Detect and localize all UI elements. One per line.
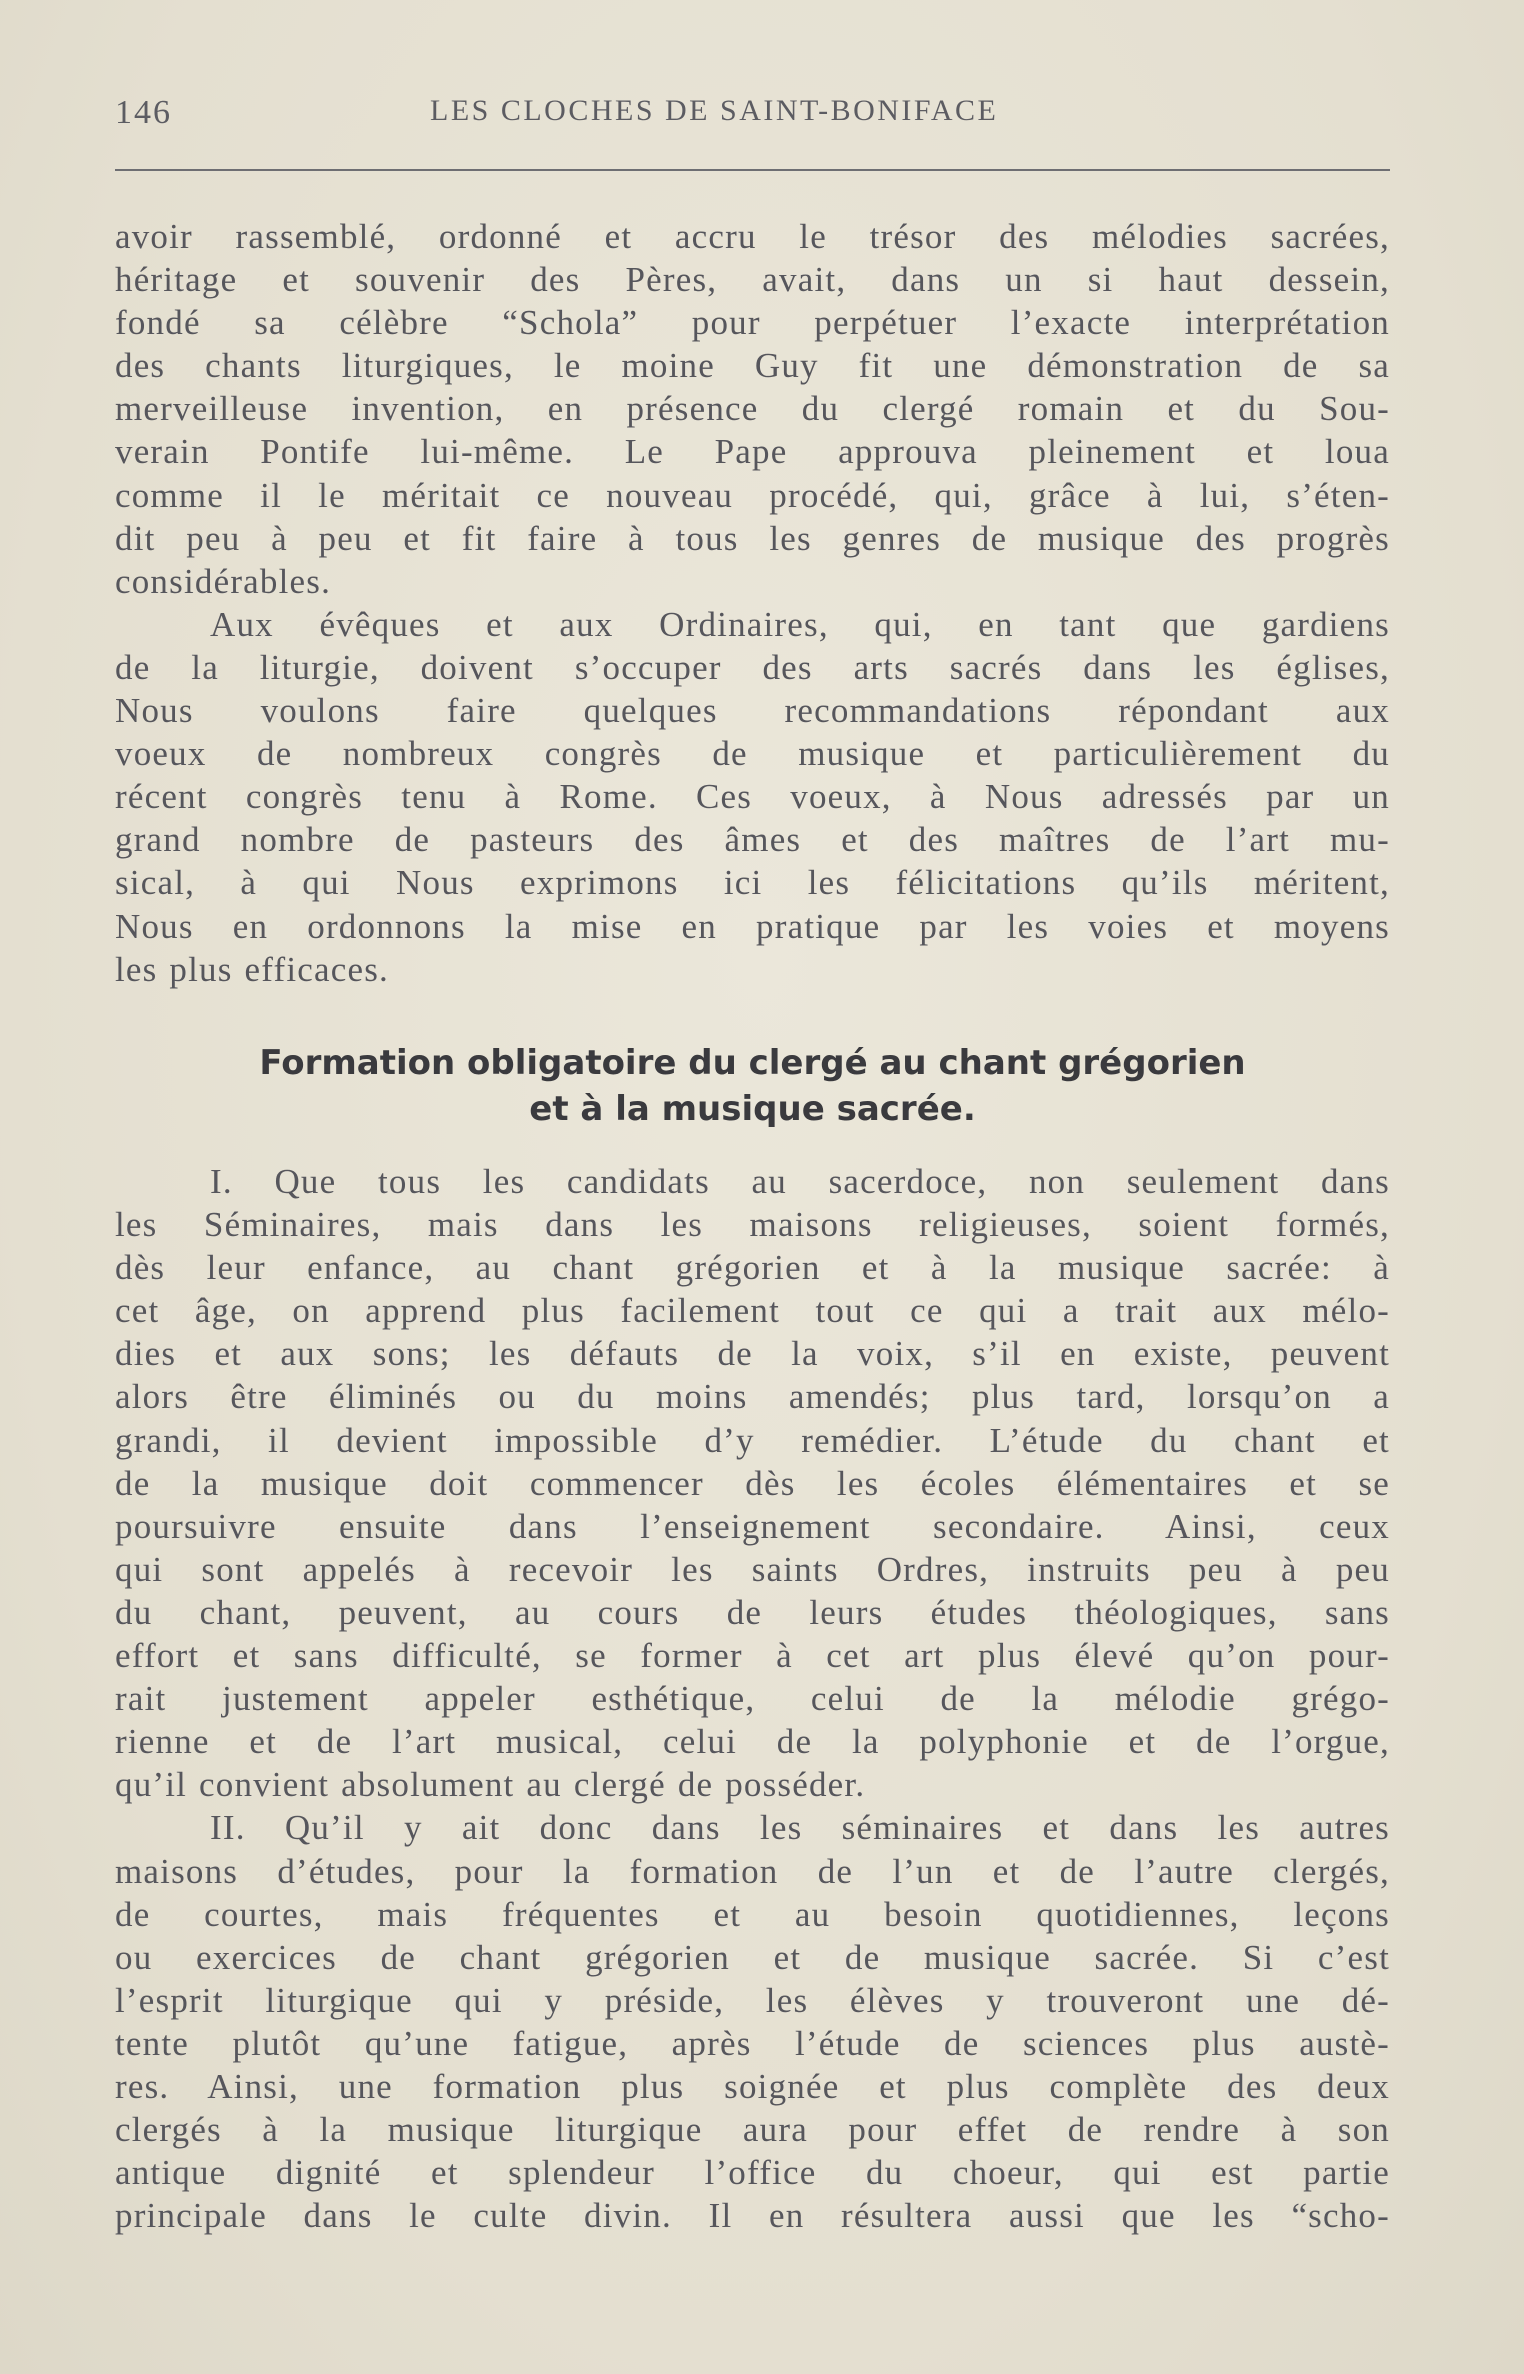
text-line: dies et aux sons; les défauts de la voix, s’il en existe, peuvent — [115, 1334, 1390, 1374]
text-line: Nous voulons faire quelques recommandations répondant aux — [115, 691, 1390, 731]
section-heading-line-1: Formation obligatoire du clergé au chant grégorien — [259, 1043, 1246, 1083]
text-line: les Séminaires, mais dans les maisons religieuses, soient formés, — [115, 1205, 1390, 1245]
text-line: l’esprit liturgique qui y préside, les élèves y trouveront une dé- — [115, 1980, 1390, 2020]
text-line: rait justement appeler esthétique, celui de la mélodie grégo- — [115, 1679, 1390, 1719]
text-line: qui sont appelés à recevoir les saints Ordres, instruits peu à peu — [115, 1549, 1390, 1589]
text-line: dit peu à peu et fit faire à tous les genres de musique des progrès — [115, 518, 1390, 558]
header-rule — [115, 169, 1390, 171]
text-line: effort et sans difficulté, se former à cet art plus élevé qu’on pour- — [115, 1636, 1390, 1676]
text-line: Nous en ordonnons la mise en pratique par les voies et moyens — [115, 906, 1390, 946]
text-line: avoir rassemblé, ordonné et accru le trésor des mélodies sacrées, — [115, 217, 1390, 256]
running-head — [115, 88, 1390, 138]
text-line: du chant, peuvent, au cours de leurs études théologiques, sans — [115, 1592, 1390, 1632]
text-line: Aux évêques et aux Ordinaires, qui, en tant que gardiens — [210, 604, 1390, 644]
text-line: dès leur enfance, au chant grégorien et à la musique sacrée: à — [115, 1248, 1390, 1288]
text-line: I. Que tous les candidats au sacerdoce, non seulement dans — [210, 1162, 1390, 1201]
text-line: principale dans le culte divin. Il en résultera aussi que les “scho- — [115, 2196, 1390, 2236]
text-line: les plus efficaces. — [115, 949, 389, 989]
text-line: sical, à qui Nous exprimons ici les félicitations qu’ils méritent, — [115, 863, 1390, 903]
text-line: ou exercices de chant grégorien et de musique sacrée. Si c’est — [115, 1937, 1390, 1977]
text-line: voeux de nombreux congrès de musique et particulièrement du — [115, 734, 1390, 774]
text-line: grandi, il devient impossible d’y remédier. L’étude du chant et — [115, 1420, 1390, 1460]
text-line: clergés à la musique liturgique aura pour effet de rendre à son — [115, 2110, 1390, 2150]
section-heading — [115, 1040, 1390, 1132]
text-line: grand nombre de pasteurs des âmes et des maîtres de l’art mu- — [115, 820, 1390, 860]
text-line: de courtes, mais fréquentes et au besoin quotidiennes, leçons — [115, 1894, 1390, 1934]
text-line: II. Qu’il y ait donc dans les séminaires et dans les autres — [210, 1808, 1390, 1848]
text-line: poursuivre ensuite dans l’enseignement secondaire. Ainsi, ceux — [115, 1506, 1390, 1546]
running-title: LES CLOCHES DE SAINT-BONIFACE — [430, 94, 999, 127]
body-text-bottom — [115, 1160, 1390, 2237]
text-line: des chants liturgiques, le moine Guy fit une démonstration de sa — [115, 346, 1390, 386]
text-line: maisons d’études, pour la formation de l’un et de l’autre clergés, — [115, 1851, 1390, 1891]
text-line: de la liturgie, doivent s’occuper des arts sacrés dans les églises, — [115, 647, 1390, 687]
text-line: fondé sa célèbre “Schola” pour perpétuer l’exacte interprétation — [115, 303, 1390, 343]
text-line: récent congrès tenu à Rome. Ces voeux, à Nous adressés par un — [115, 777, 1390, 817]
text-line: cet âge, on apprend plus facilement tout ce qui a trait aux mélo- — [115, 1291, 1390, 1331]
text-line: de la musique doit commencer dès les écoles élémentaires et se — [115, 1463, 1390, 1503]
text-line: héritage et souvenir des Pères, avait, dans un si haut dessein, — [115, 260, 1390, 300]
section-heading-line-2: et à la musique sacrée. — [529, 1089, 976, 1129]
text-line: qu’il convient absolument au clergé de posséder. — [115, 1765, 866, 1805]
page-number: 146 — [115, 94, 172, 131]
text-line: considérables. — [115, 561, 332, 601]
text-line: alors être éliminés ou du moins amendés; plus tard, lorsqu’on a — [115, 1377, 1390, 1417]
text-line: rienne et de l’art musical, celui de la polyphonie et de l’orgue, — [115, 1722, 1390, 1762]
text-line: verain Pontife lui-même. Le Pape approuva pleinement et loua — [115, 432, 1390, 472]
text-line: res. Ainsi, une formation plus soignée et plus complète des deux — [115, 2066, 1390, 2106]
text-line: comme il le méritait ce nouveau procédé, qui, grâce à lui, s’éten- — [115, 475, 1390, 515]
text-line: tente plutôt qu’une fatigue, après l’étude de sciences plus austè- — [115, 2023, 1390, 2063]
text-line: antique dignité et splendeur l’office du choeur, qui est partie — [115, 2153, 1390, 2193]
text-line: merveilleuse invention, en présence du clergé romain et du Sou- — [115, 389, 1390, 429]
body-text-top — [115, 215, 1390, 991]
